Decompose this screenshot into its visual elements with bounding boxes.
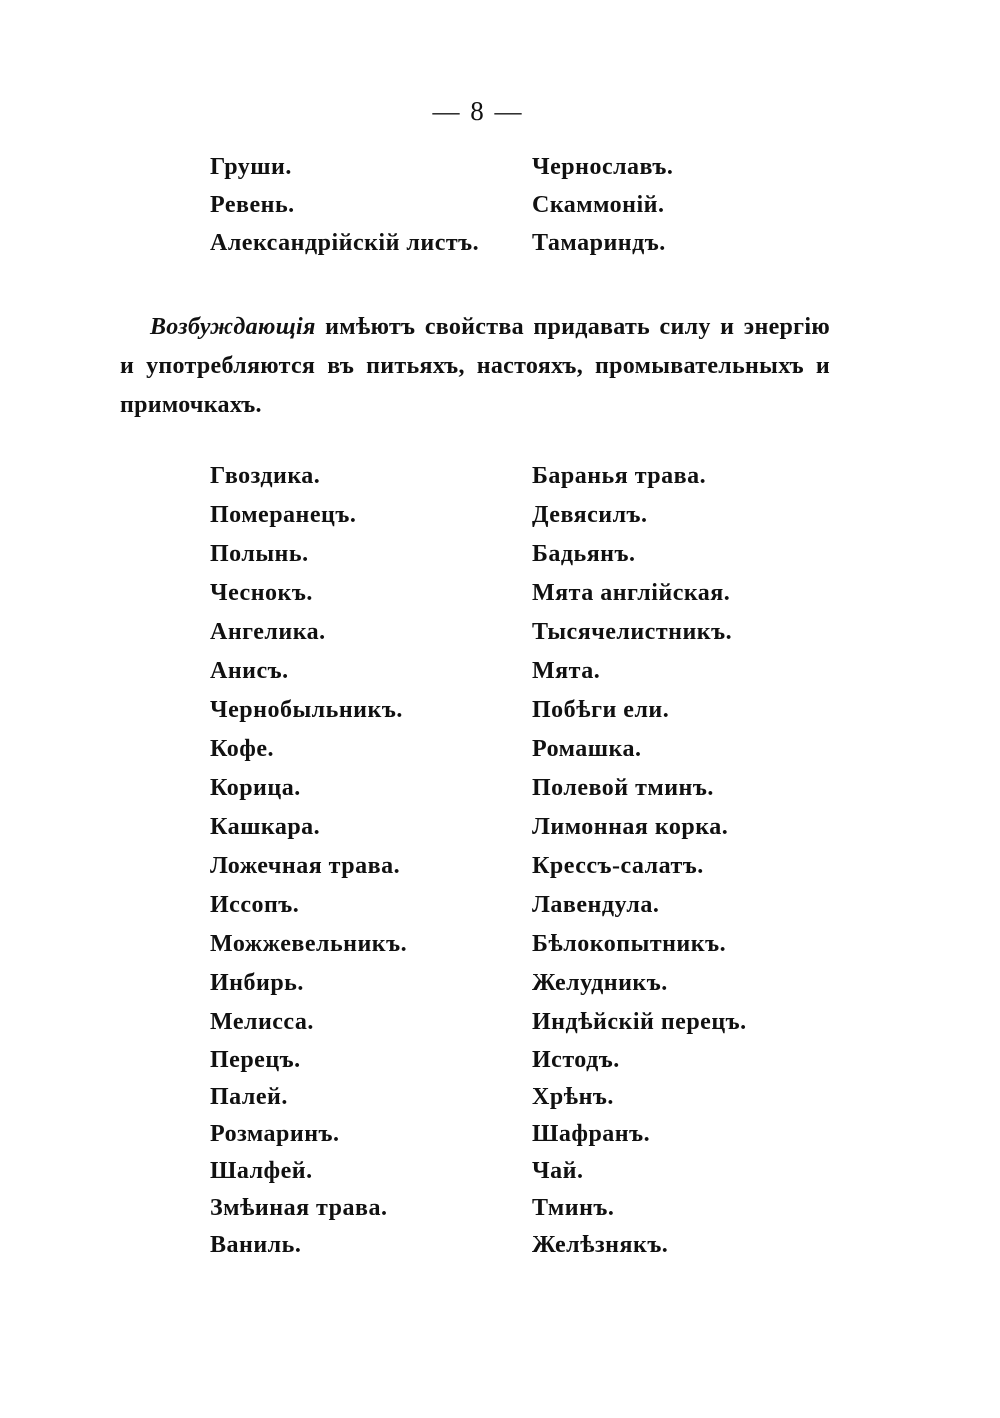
list-item: Груши. xyxy=(210,154,292,180)
list-item: Гвоздика. xyxy=(210,463,321,489)
list-item: Истодъ. xyxy=(532,1047,620,1073)
list-item: Девясилъ. xyxy=(532,502,648,528)
list-item: Инбирь. xyxy=(210,970,304,996)
list-item: Индѣйскій перецъ. xyxy=(532,1009,747,1035)
list-row xyxy=(210,1042,810,1079)
list-item: Хрѣнъ. xyxy=(532,1084,614,1110)
list-row xyxy=(210,148,770,186)
list-item: Лимонная корка. xyxy=(532,814,729,840)
list-row xyxy=(210,730,810,769)
paragraph-text: имѣютъ свойства придавать силу и энергію и употребляются въ питьяхъ, настояхъ, промывательныхъ и примочкахъ. xyxy=(120,314,830,418)
list-item: Шалфей. xyxy=(210,1158,313,1184)
list-row xyxy=(210,1116,810,1153)
list-row xyxy=(210,574,810,613)
list-row xyxy=(210,613,810,652)
list-item: Кашкара. xyxy=(210,814,321,840)
list-row xyxy=(210,496,810,535)
list-item: Иссопъ. xyxy=(210,892,300,918)
list-item: Померанецъ. xyxy=(210,502,357,528)
list-item: Чеснокъ. xyxy=(210,580,313,606)
list-item: Ревень. xyxy=(210,192,295,218)
list-item: Тамариндъ. xyxy=(532,230,666,256)
list-item: Побѣги ели. xyxy=(532,697,670,723)
list-item: Змѣиная трава. xyxy=(210,1195,388,1221)
list-row xyxy=(210,1153,810,1190)
list-row xyxy=(210,1227,810,1264)
list-item: Шафранъ. xyxy=(532,1121,651,1147)
list-item: Кофе. xyxy=(210,736,274,762)
list-row xyxy=(210,886,810,925)
list-row xyxy=(210,1079,810,1116)
list-item: Бѣлокопытникъ. xyxy=(532,931,727,957)
list-item: Перецъ. xyxy=(210,1047,301,1073)
list-item: Мелисса. xyxy=(210,1009,314,1035)
list-item: Ложечная трава. xyxy=(210,853,401,879)
section-paragraph xyxy=(120,308,830,425)
list-row xyxy=(210,457,810,496)
top-plant-list xyxy=(210,148,770,262)
list-item: Скаммоній. xyxy=(532,192,665,218)
list-item: Анисъ. xyxy=(210,658,289,684)
list-item: Мята англійская. xyxy=(532,580,731,606)
list-item: Корица. xyxy=(210,775,301,801)
list-row xyxy=(210,535,810,574)
list-item: Чернославъ. xyxy=(532,154,674,180)
list-item: Крессъ-салатъ. xyxy=(532,853,704,879)
list-row xyxy=(210,808,810,847)
list-item: Розмаринъ. xyxy=(210,1121,340,1147)
list-item: Бадьянъ. xyxy=(532,541,636,567)
list-item: Лавендула. xyxy=(532,892,660,918)
list-item: Ангелика. xyxy=(210,619,326,645)
list-row xyxy=(210,964,810,1003)
list-item: Полевой тминъ. xyxy=(532,775,714,801)
list-item: Палей. xyxy=(210,1084,288,1110)
list-item: Полынь. xyxy=(210,541,309,567)
list-row xyxy=(210,925,810,964)
section-heading-italic: Возбуждающія xyxy=(150,314,316,340)
list-row xyxy=(210,1190,810,1227)
list-item: Александрійскій листъ. xyxy=(210,230,480,256)
list-item: Можжевельникъ. xyxy=(210,931,408,957)
list-row xyxy=(210,691,810,730)
list-row xyxy=(210,1003,810,1042)
list-item: Желудникъ. xyxy=(532,970,668,996)
list-row xyxy=(210,769,810,808)
list-item: Ваниль. xyxy=(210,1232,302,1258)
stimulant-plant-list xyxy=(210,457,810,1264)
list-item: Баранья трава. xyxy=(532,463,707,489)
list-item: Мята. xyxy=(532,658,601,684)
page-number: — 8 — xyxy=(432,96,524,126)
list-item: Желѣзнякъ. xyxy=(532,1232,669,1258)
list-item: Ромашка. xyxy=(532,736,642,762)
list-item: Чай. xyxy=(532,1158,584,1184)
list-item: Тысячелистникъ. xyxy=(532,619,733,645)
list-row xyxy=(210,847,810,886)
list-row xyxy=(210,224,770,262)
list-item: Тминъ. xyxy=(532,1195,615,1221)
list-row xyxy=(210,652,810,691)
list-item: Чернобыльникъ. xyxy=(210,697,403,723)
list-row xyxy=(210,186,770,224)
